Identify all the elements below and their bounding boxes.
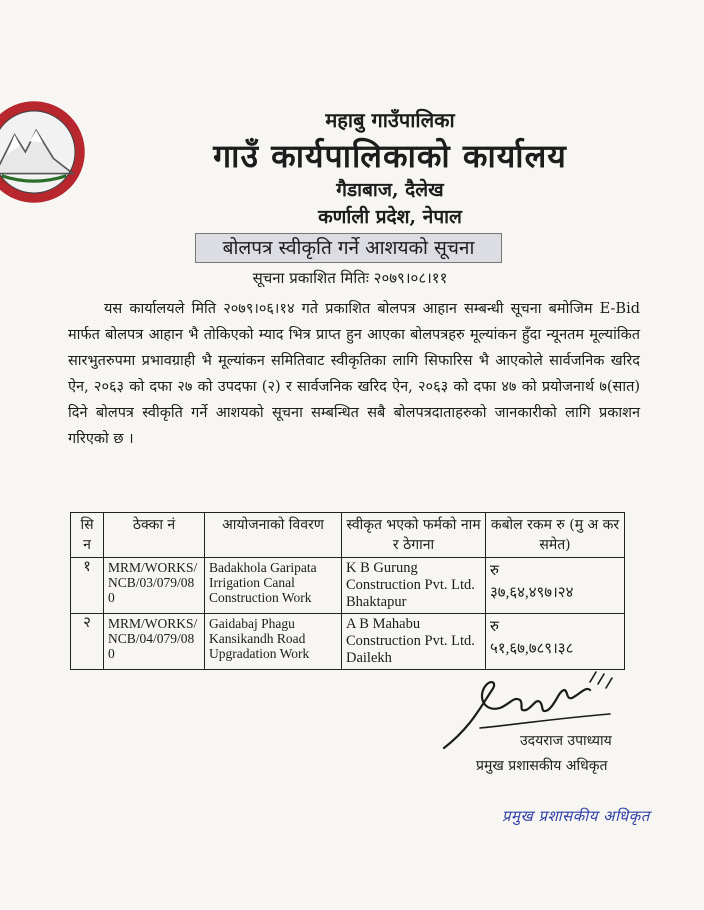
office-name: गाउँ कार्यपालिकाको कार्यालय	[213, 137, 567, 175]
cell-project: Badakhola Garipata Irrigation Canal Construction Work	[205, 558, 342, 614]
address-line-2: कर्णाली प्रदेश, नेपाल	[318, 206, 462, 228]
amount-value: ३७,६४,४९७।२४	[490, 585, 574, 601]
amount-prefix: रु	[490, 619, 499, 635]
header-contract-no: ठेक्का नं	[104, 513, 205, 558]
notice-body: यस कार्यालयले मिति २०७९।०६।१४ गते प्रकाशित बोलपत्र आहान सम्बन्धी सूचना बमोजिम E-Bid मार्फत बोलपत्र आहान भै तोकिएको म्याद भित्र प्राप्त हुन आएका बोलपत्रहरु मूल्यांकन हुँदा न्यूनतम मूल्यांकित सारभुतरुपमा प्रभावग्राही भै मूल्यांकन समितिवाट स्वीकृतिका लागि सिफारिस भै आएकोले सार्वजनिक खरिद ऐन, २०६३ को दफा २७ को उपदफा (२) र सार्वजनिक खरिद ऐन, २०६३ को दफा ४७ को प्रयोजनार्थ ७(सात) दिने बोलपत्र स्वीकृति गर्ने आशयको सूचना सम्बन्धित सबै बोलपत्रदाताहरुको जानकारीको लागि प्रकाशन गरिएको छ ।	[68, 301, 640, 447]
table-row	[71, 614, 625, 670]
bid-table	[70, 512, 625, 670]
signatory-name: उदयराज उपाध्याय	[520, 733, 612, 749]
cell-contract-no: MRM/WORKS/NCB/03/079/080	[104, 558, 205, 614]
header-firm: स्वीकृत भएको फर्मको नाम र ठेगाना	[342, 513, 486, 558]
table-row	[71, 558, 625, 614]
address-line-1: गैडाबाज, दैलेख	[336, 179, 444, 201]
cell-amount	[486, 558, 625, 614]
designation-stamp: प्रमुख प्रशासकीय अधिकृत	[502, 807, 650, 825]
published-date: सूचना प्रकाशित मितिः २०७९।०८।११	[252, 269, 448, 287]
header-project: आयोजनाको विवरण	[205, 513, 342, 558]
table-header-row	[71, 513, 625, 558]
cell-sn: १	[71, 558, 104, 614]
amount-value: ५१,६७,७८९।३८	[490, 641, 574, 657]
header-sn: सि न	[71, 513, 104, 558]
amount-prefix: रु	[490, 563, 499, 579]
cell-firm: A B Mahabu Construction Pvt. Ltd. Dailekh	[342, 614, 486, 670]
cell-amount	[486, 614, 625, 670]
cell-sn: २	[71, 614, 104, 670]
municipality-name: महाबु गाउँपालिका	[325, 108, 455, 132]
signatory-title: प्रमुख प्रशासकीय अधिकृत	[476, 758, 608, 774]
cell-project: Gaidabaj Phagu Kansikandh Road Upgradation Work	[205, 614, 342, 670]
notice-title: बोलपत्र स्वीकृति गर्ने आशयको सूचना	[195, 233, 502, 263]
cell-contract-no: MRM/WORKS/NCB/04/079/080	[104, 614, 205, 670]
nepal-government-emblem-icon	[0, 98, 88, 206]
header-amount: कबोल रकम रु (मु अ कर समेत)	[486, 513, 625, 558]
cell-firm: K B Gurung Construction Pvt. Ltd. Bhaktapur	[342, 558, 486, 614]
